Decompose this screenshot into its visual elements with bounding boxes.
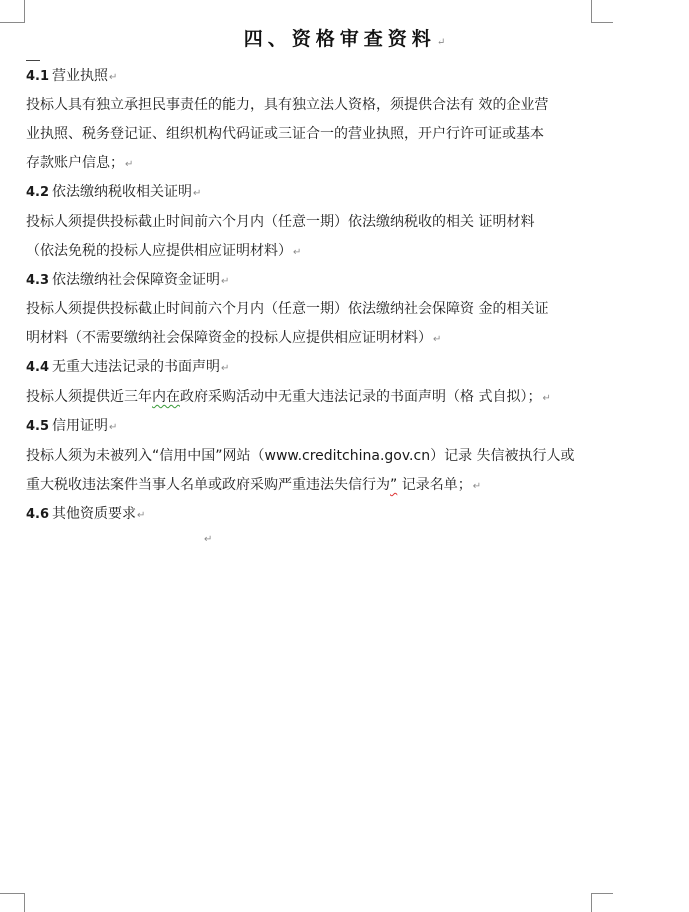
section-heading-text: 其他资质要求 bbox=[52, 506, 137, 522]
section-heading-text: 依法缴纳税收相关证明 bbox=[52, 184, 193, 200]
body-text: 存款账户信息； bbox=[26, 155, 124, 171]
body-line[interactable] bbox=[26, 213, 534, 231]
section-number: 4.2 bbox=[26, 185, 50, 200]
crop-mark-top-right bbox=[591, 0, 592, 22]
body-line[interactable] bbox=[26, 242, 301, 262]
section-heading-text: 依法缴纳社会保障资金证明 bbox=[52, 272, 221, 288]
paragraph-mark-icon: ↵ bbox=[109, 72, 118, 83]
section-heading[interactable] bbox=[26, 505, 145, 525]
section-heading[interactable] bbox=[26, 358, 229, 378]
body-text: 投标人须提供投标截止时间前六个月内（任意一期）依法缴纳社会保障资 金的相关证 bbox=[26, 301, 549, 317]
paragraph-mark-icon: ↵ bbox=[293, 247, 302, 258]
body-text: 明材料（不需要缴纳社会保障资金的投标人应提供相应证明材料） bbox=[26, 330, 432, 346]
grammar-flagged-text: 内在 bbox=[152, 389, 180, 405]
section-heading-text: 信用证明 bbox=[52, 418, 109, 434]
paragraph-mark-icon: ↵ bbox=[472, 481, 482, 492]
body-line[interactable] bbox=[26, 300, 548, 318]
paragraph-mark-icon: ↵ bbox=[436, 37, 446, 48]
section-heading[interactable] bbox=[26, 67, 117, 87]
crop-mark-top-left bbox=[0, 22, 25, 23]
body-text: 记录名单； bbox=[397, 477, 472, 493]
body-text: 重大税收违法案件当事人名单或政府采购严重违法失信行为 bbox=[26, 477, 390, 493]
body-text: 投标人须提供投标截止时间前六个月内（任意一期）依法缴纳税收的相关 证明材料 bbox=[26, 214, 535, 230]
body-text: 投标人须提供近三年 bbox=[26, 389, 152, 405]
paragraph-mark-icon: ↵ bbox=[137, 510, 146, 521]
body-text: 投标人须为未被列入“信用中国”网站（www.creditchina.gov.cn）记录 失信被执行人或 bbox=[26, 448, 575, 464]
paragraph-mark-icon: ↵ bbox=[193, 188, 202, 199]
crop-mark-bottom-right bbox=[591, 893, 592, 912]
body-line[interactable] bbox=[26, 154, 133, 174]
body-line[interactable] bbox=[26, 329, 441, 349]
body-text: 政府采购活动中无重大违法记录的书面声明（格 式自拟）； bbox=[180, 389, 542, 405]
section-heading-text: 无重大违法记录的书面声明 bbox=[52, 359, 221, 375]
section-number: 4.6 bbox=[26, 507, 50, 522]
paragraph-mark-icon: ↵ bbox=[221, 363, 230, 374]
paragraph-mark-icon: ↵ bbox=[109, 422, 118, 433]
spelling-flagged-text: ” bbox=[390, 477, 398, 493]
section-number: 4.5 bbox=[26, 419, 50, 434]
paragraph-mark-icon[interactable]: ↵ bbox=[204, 534, 213, 545]
section-heading[interactable] bbox=[26, 183, 201, 203]
paragraph-mark-icon: ↵ bbox=[221, 276, 230, 287]
crop-mark-bottom-left bbox=[24, 893, 25, 912]
body-line[interactable] bbox=[26, 388, 551, 408]
crop-mark-bottom-right bbox=[591, 893, 613, 894]
crop-mark-top-right bbox=[591, 22, 613, 23]
paragraph-mark-icon: ↵ bbox=[125, 159, 134, 170]
section-heading[interactable] bbox=[26, 271, 229, 291]
body-line[interactable] bbox=[26, 125, 544, 143]
body-text: （依法免税的投标人应提供相应证明材料） bbox=[26, 243, 292, 259]
section-number: 4.3 bbox=[26, 273, 50, 288]
document-title[interactable] bbox=[0, 24, 689, 51]
body-line[interactable] bbox=[26, 96, 548, 114]
crop-mark-top-left bbox=[24, 0, 25, 22]
section-number: 4.1 bbox=[26, 69, 50, 84]
title-text: 四、资格审查资料 bbox=[243, 28, 436, 50]
body-text: 投标人具有独立承担民事责任的能力，具有独立法人资格，须提供合法有 效的企业营 bbox=[26, 97, 549, 113]
section-heading[interactable] bbox=[26, 417, 117, 437]
section-heading-text: 营业执照 bbox=[52, 68, 109, 84]
crop-mark-bottom-left bbox=[0, 893, 25, 894]
section-number: 4.4 bbox=[26, 360, 50, 375]
body-text: 业执照、税务登记证、组织机构代码证或三证合一的营业执照，开户行许可证或基本 bbox=[26, 126, 544, 142]
header-dash bbox=[26, 60, 40, 61]
paragraph-mark-icon: ↵ bbox=[542, 393, 551, 404]
paragraph-mark-icon: ↵ bbox=[433, 334, 442, 345]
body-line[interactable] bbox=[26, 447, 575, 465]
body-line[interactable] bbox=[26, 476, 481, 496]
